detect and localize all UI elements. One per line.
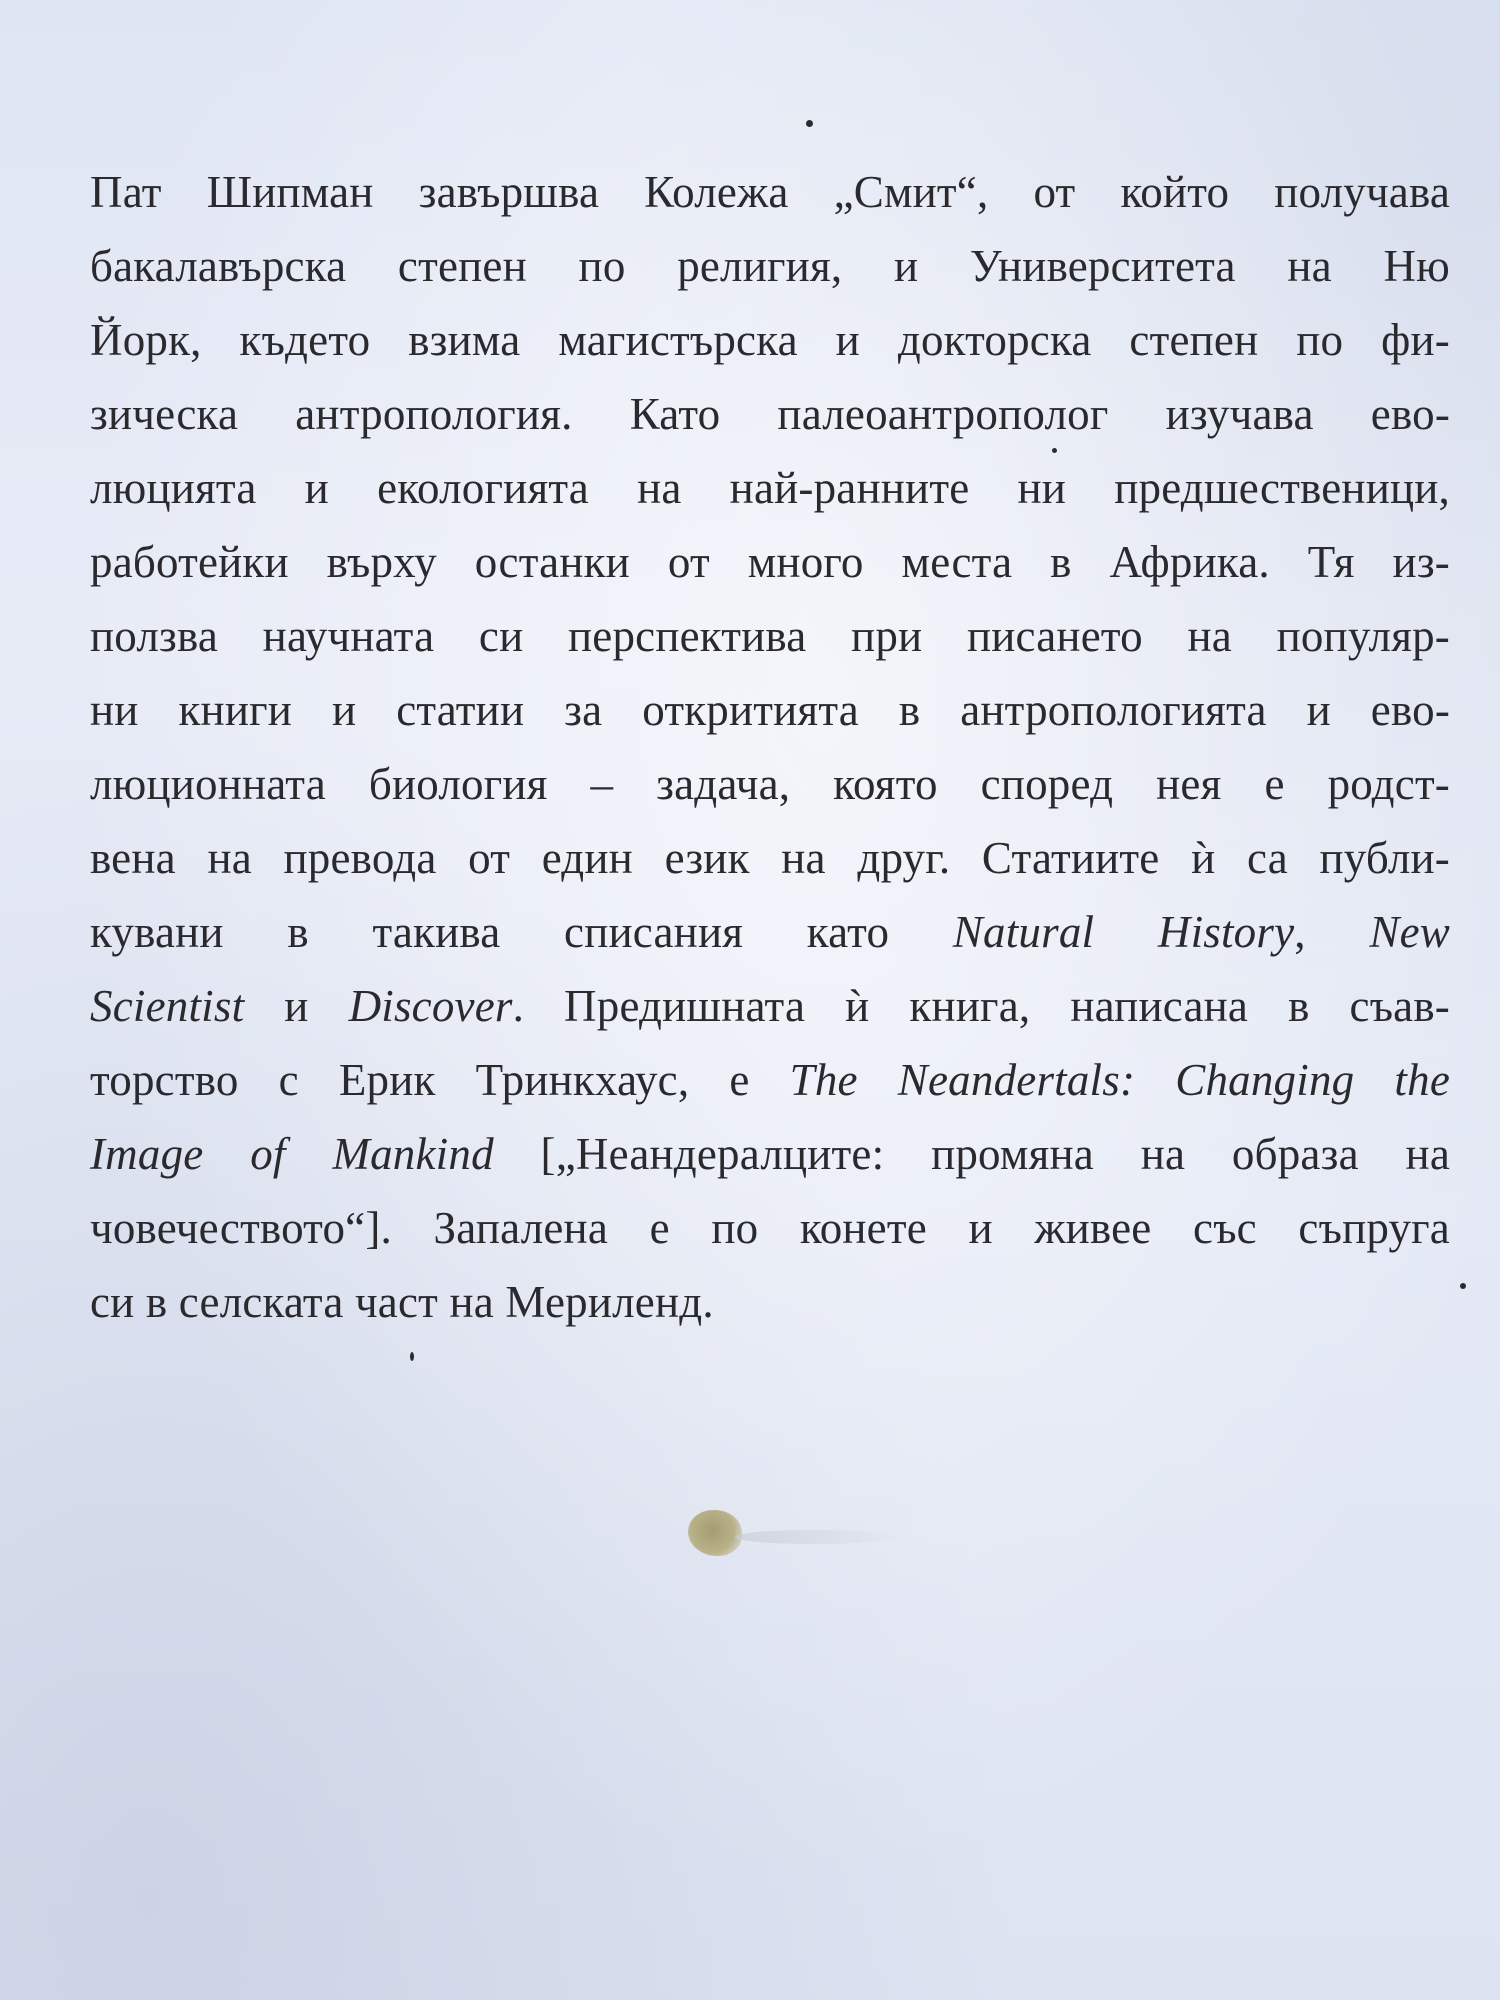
author-bio-paragraph — [90, 155, 1450, 1339]
text-line: Йорк, където взима магистърска и докторска степен по фи- — [90, 315, 1450, 365]
text-line: вена на превода от един език на друг. Статиите ѝ са публи- — [90, 833, 1450, 883]
magazine-title: Discover — [348, 981, 513, 1031]
text-line: бакалавърска степен по религия, и Университета на Ню — [90, 241, 1450, 291]
text-line: си в селската част на Мериленд. — [90, 1277, 714, 1327]
ink-speck — [806, 120, 813, 127]
text-line: ни книги и статии за откритията в антропологията и ево- — [90, 685, 1450, 735]
text-line: работейки върху останки от много места в Африка. Тя из- — [90, 537, 1450, 587]
text-line: кувани в такива списания като Natural History, New — [90, 907, 1450, 957]
text-line: торство с Ерик Тринкхаус, е The Neandertals: Changing the — [90, 1055, 1450, 1105]
book-title: Image of Mankind — [90, 1129, 494, 1179]
text-line: люцията и екологията на най-ранните ни предшественици, — [90, 463, 1450, 513]
magazine-title: Scientist — [90, 981, 245, 1031]
stain-smear — [735, 1530, 895, 1544]
text-line: Пат Шипман завършва Колежа „Смит“, от който получава — [90, 167, 1450, 217]
stain-mark — [688, 1510, 742, 1556]
magazine-title: New — [1369, 907, 1450, 957]
text-line: зическа антропология. Като палеоантрополог изучава ево- — [90, 389, 1450, 439]
book-title: The Neandertals: Changing the — [789, 1055, 1450, 1105]
text-line: люционната биология – задача, която според нея е родст- — [90, 759, 1450, 809]
text-line: човечеството“]. Запалена е по конете и живее със съпруга — [90, 1203, 1450, 1253]
ink-speck — [410, 1352, 414, 1361]
ink-speck — [1460, 1283, 1466, 1289]
magazine-title: Natural History — [952, 907, 1295, 957]
text-line: ползва научната си перспектива при писането на популяр- — [90, 611, 1450, 661]
text-line: Image of Mankind [„Неандералците: промяна на образа на — [90, 1129, 1450, 1179]
text-line: Scientist и Discover. Предишната ѝ книга, написана в съав- — [90, 981, 1450, 1031]
